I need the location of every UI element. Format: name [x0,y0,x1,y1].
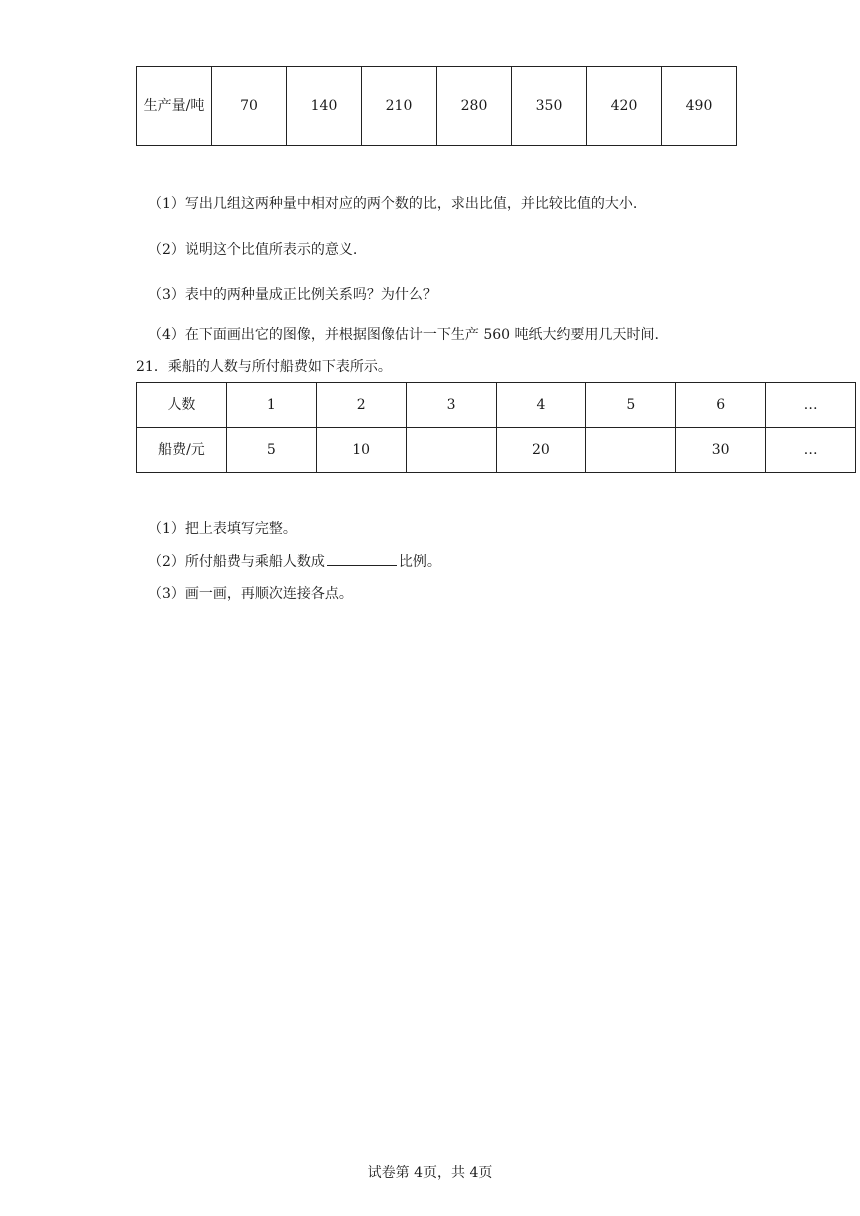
fare-cell: … [766,428,856,473]
table-row [137,67,737,146]
people-cell: 1 [226,383,316,428]
table-row [137,428,856,473]
people-cell: 3 [406,383,496,428]
fare-cell: 10 [316,428,406,473]
production-cell: 210 [362,67,437,146]
production-cell: 140 [287,67,362,146]
people-cell: 6 [676,383,766,428]
people-cell: 5 [586,383,676,428]
fare-label-cell: 船费/元 [137,428,227,473]
q20-subquestion-3: （3）表中的两种量成正比例关系吗？为什么？ [148,287,437,303]
production-cell: 420 [587,67,662,146]
q21-subquestion-2 [148,551,441,571]
people-label-cell: 人数 [137,383,227,428]
q21-subquestion-2-after: 比例。 [398,554,441,570]
production-cell: 70 [212,67,287,146]
q20-subquestion-2: （2）说明这个比值所表示的意义. [148,242,358,258]
fare-blank-cell[interactable] [586,428,676,473]
page-footer: 试卷第 4页，共 4页 [367,1165,493,1181]
fare-cell: 5 [226,428,316,473]
q21-subquestion-3: （3）画一画，再顺次连接各点。 [148,586,353,602]
fare-cell: 20 [496,428,586,473]
answer-blank[interactable] [327,551,397,566]
production-cell: 350 [512,67,587,146]
boat-fare-table [136,382,856,473]
production-header-label: 生产量/吨 [143,98,205,114]
q21-subquestion-1: （1）把上表填写完整。 [148,521,297,537]
people-cell: 4 [496,383,586,428]
production-cell: 490 [662,67,737,146]
people-cell: 2 [316,383,406,428]
table-row [137,383,856,428]
q20-subquestion-1: （1）写出几组这两种量中相对应的两个数的比，求出比值，并比较比值的大小. [148,196,638,212]
q21-title: 21．乘船的人数与所付船费如下表所示。 [136,359,392,375]
q20-subquestion-4: （4）在下面画出它的图像，并根据图像估计一下生产 560 吨纸大约要用几天时间. [148,327,659,343]
production-header-cell [137,67,212,146]
fare-cell: 30 [676,428,766,473]
production-cell: 280 [437,67,512,146]
production-table [136,66,737,146]
q21-subquestion-2-before: （2）所付船费与乘船人数成 [148,554,325,570]
people-cell: … [766,383,856,428]
fare-blank-cell[interactable] [406,428,496,473]
